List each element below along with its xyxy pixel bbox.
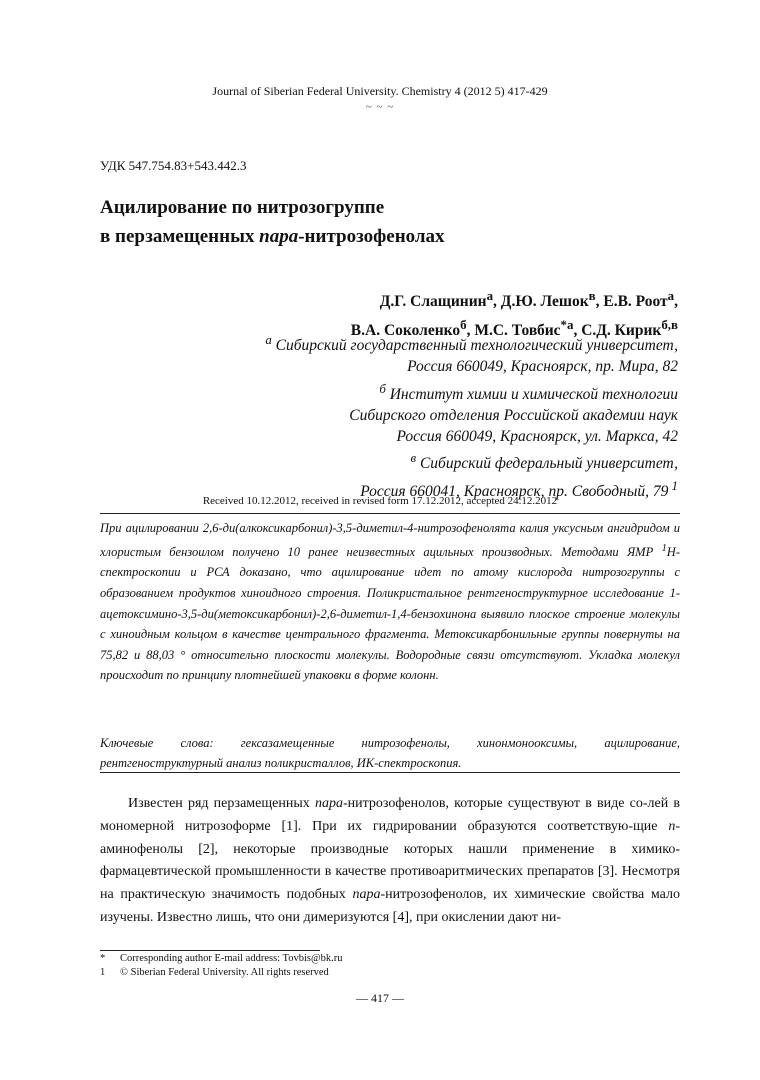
- author-name: , Д.Ю. Лешок: [493, 293, 589, 311]
- title-text: -нитрозофенолах: [298, 226, 445, 247]
- footnote-rule: [100, 950, 320, 951]
- affiliation-b-address: Россия 660049, Красноярск, ул. Маркса, 42: [396, 428, 678, 446]
- author-affiliation-mark: а: [486, 288, 494, 303]
- title-text: в перзамещенных: [100, 226, 260, 247]
- footnote-mark: 1: [668, 477, 678, 493]
- footnote-text: Corresponding author E-mail address: Tovbis@bk.ru: [120, 953, 343, 964]
- udk-code: УДК 547.754.83+543.442.3: [100, 158, 247, 173]
- author-name: , С.Д. Кирик: [573, 322, 662, 340]
- abstract-top-rule: [100, 513, 680, 514]
- footnote-text: © Siberian Federal University. All rights reserved: [120, 967, 329, 978]
- affiliation-mark: а: [265, 332, 272, 347]
- paper-title: [100, 193, 445, 251]
- author-affiliation-mark: а: [667, 288, 675, 303]
- affiliation-text: Институт химии и химической технологии: [385, 385, 678, 403]
- affiliation-mark: в: [410, 450, 417, 466]
- authors-line-1: [351, 284, 678, 313]
- title-line-1: Ацилирование по нитрозогруппе: [100, 197, 385, 218]
- received-dates: Received 10.12.2012, received in revised form 17.12.2012, accepted 24.12.2012: [202, 495, 558, 507]
- author-affiliation-mark: в: [588, 288, 596, 303]
- author-name: , М.С. Товбис: [466, 322, 561, 340]
- keywords: Ключевые слова: гексазамещенные нитрозофенолы, хинонмонооксимы, ацилирование, рентгеноструктурный анализ поликристаллов, ИК-спектроскопия.: [100, 736, 680, 770]
- abstract-text: Н-спектроскопии и РСА доказано, что ацилирование идет по атому кислорода нитрозогруппы с образованием продуктов хиноидного строения. Поликристальное рентгеноструктурное исследование 1-ацетоксимино-3,5-ди(метоксикарбонил)-2,6-диметил-1,4-бензохинона выявило плоское строение молекулы с хиноидным кольцом в качестве центрального фрагмента. Метоксикарбонильные группы повернуты на 75,82 и 88,03 ° относительно плоскости молекулы. Водородные связи отсутствуют. Укладка молекул происходит по принципу плотнейшей упаковки в форме колонн.: [100, 544, 680, 683]
- header-ornament: ~ ~ ~: [365, 101, 395, 113]
- affiliation-b: [265, 378, 678, 405]
- body-text: [100, 793, 680, 930]
- body-span: -нитрозофенолов, их химические свойства мало изучены. Известно лишь, что они димеризуются [4], при окислении дают ни-: [100, 887, 680, 925]
- page-number: — 417 —: [356, 991, 404, 1005]
- affiliation-b-line-2: Сибирского отделения Российской академии наук: [349, 406, 678, 424]
- title-italic: пара: [259, 226, 299, 247]
- footnote-copyright: [100, 967, 329, 978]
- body-span: -нитрозофенолов, которые существуют в виде со-лей в мономерной нитрозоформе [1]. При их гидрировании образуются соответствую-щие: [100, 796, 680, 834]
- footnote-mark: *: [100, 953, 106, 964]
- journal-header: Journal of Siberian Federal University. Chemistry 4 (2012 5) 417-429: [212, 84, 548, 98]
- body-span: -аминофенолы [2], некоторые производные которых нашли применение в химико-фармацевтической промышленности в качестве противоаритмических препаратов [3]. Несмотря на практическую значимость подобных: [100, 818, 680, 903]
- author-name: В.А. Соколенко: [350, 322, 461, 340]
- author-affiliation-mark: б,в: [661, 317, 678, 333]
- affiliation-text: Сибирский федеральный университет,: [416, 455, 678, 473]
- body-paragraph: [100, 793, 680, 930]
- affiliation-mark: б: [379, 380, 386, 396]
- author-affiliation-mark: б: [460, 317, 467, 333]
- author-affiliation-mark: *а: [560, 317, 574, 333]
- title-line-2: [100, 222, 445, 251]
- affiliation-a-address: Россия 660049, Красноярск, пр. Мира, 82: [407, 358, 678, 376]
- body-span: Известен ряд перзамещенных: [128, 796, 315, 811]
- affiliation-a: [265, 329, 678, 356]
- body-italic: п: [668, 818, 676, 834]
- body-italic: пара: [314, 796, 343, 811]
- abstract: [100, 518, 680, 686]
- body-italic: пара: [352, 887, 381, 903]
- abstract-superscript: 1: [661, 542, 667, 554]
- author-name: , Е.В. Роот: [595, 293, 668, 311]
- affiliation-text: Россия 660041, Красноярск, пр. Свободный, 79: [360, 482, 669, 500]
- affiliations: [265, 329, 678, 502]
- affiliation-text: Сибирский государственный технологический университет,: [271, 337, 678, 355]
- affiliation-c: [265, 447, 678, 474]
- footnote-corresponding: [100, 953, 343, 964]
- author-name: Д.Г. Слащинин: [379, 293, 487, 311]
- footnote-mark: 1: [100, 967, 106, 978]
- abstract-bottom-rule: [100, 772, 680, 773]
- abstract-text: При ацилировании 2,6-ди(алкоксикарбонил)-3,5-диметил-4-нитрозофенолята калия уксусным ангидридом и хлористым бензоилом получено 10 ранее неизвестных ацильных производных. Методами ЯМР: [100, 521, 680, 559]
- author-separator: ,: [674, 293, 678, 311]
